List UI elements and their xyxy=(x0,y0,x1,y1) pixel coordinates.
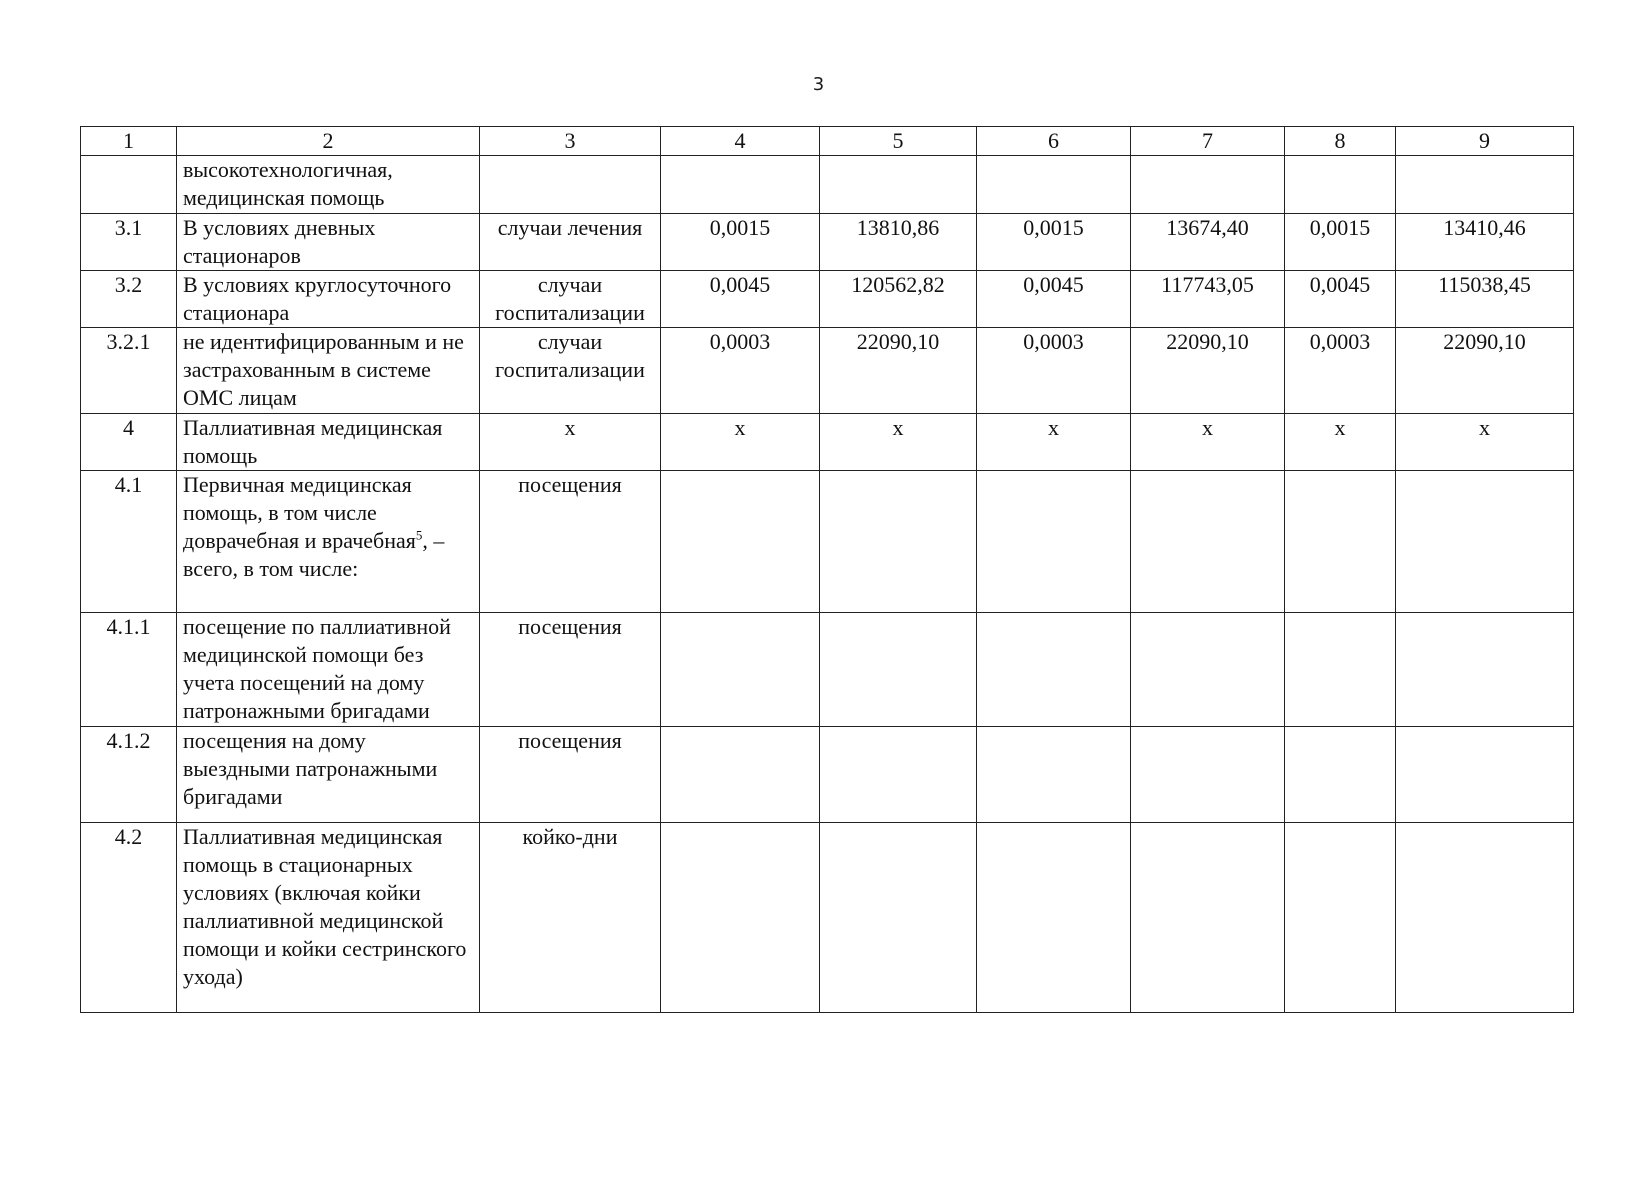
row-unit: случаи госпитализации xyxy=(480,271,661,328)
value-cell: 117743,05 xyxy=(1131,271,1285,328)
value-cell: х xyxy=(661,414,820,471)
value-cell xyxy=(661,823,820,1013)
value-cell xyxy=(977,613,1131,727)
value-cell xyxy=(1396,823,1574,1013)
row-unit: случаи госпитализации xyxy=(480,328,661,414)
value-cell: 0,0015 xyxy=(1285,214,1396,271)
value-cell xyxy=(1396,613,1574,727)
value-cell: 22090,10 xyxy=(1396,328,1574,414)
value-cell xyxy=(1285,613,1396,727)
value-cell xyxy=(820,156,977,214)
row-name: Паллиативная медицинская помощь xyxy=(177,414,480,471)
table-row xyxy=(81,727,1574,823)
value-cell: х xyxy=(1285,414,1396,471)
row-number xyxy=(81,156,177,214)
value-cell: 0,0003 xyxy=(977,328,1131,414)
value-cell: х xyxy=(977,414,1131,471)
value-cell: 120562,82 xyxy=(820,271,977,328)
row-name: В условиях дневных стационаров xyxy=(177,214,480,271)
row-name-main: Первичная медицинская помощь, в том числе доврачебная и врачебная xyxy=(183,472,416,553)
header-cell: 7 xyxy=(1131,127,1285,156)
header-cell: 3 xyxy=(480,127,661,156)
data-table xyxy=(80,126,1574,1013)
value-cell xyxy=(1396,156,1574,214)
header-row xyxy=(81,127,1574,156)
value-cell: 0,0045 xyxy=(1285,271,1396,328)
header-cell: 9 xyxy=(1396,127,1574,156)
value-cell xyxy=(1131,823,1285,1013)
value-cell: 13674,40 xyxy=(1131,214,1285,271)
value-cell: 115038,45 xyxy=(1396,271,1574,328)
row-name: Паллиативная медицинская помощь в стационарных условиях (включая койки паллиативной медицинской помощи и койки сестринского ухода) xyxy=(177,823,480,1013)
value-cell xyxy=(1131,613,1285,727)
row-name-tail: , – всего, в том числе: xyxy=(183,528,445,581)
value-cell: 13410,46 xyxy=(1396,214,1574,271)
row-number: 4.1.1 xyxy=(81,613,177,727)
value-cell: 0,0003 xyxy=(661,328,820,414)
table-row xyxy=(81,414,1574,471)
row-number: 4 xyxy=(81,414,177,471)
value-cell xyxy=(820,823,977,1013)
value-cell xyxy=(661,613,820,727)
value-cell xyxy=(661,471,820,613)
value-cell xyxy=(977,727,1131,823)
value-cell xyxy=(1131,471,1285,613)
header-cell: 1 xyxy=(81,127,177,156)
row-name: высокотехнологичная, медицинская помощь xyxy=(177,156,480,214)
value-cell xyxy=(661,727,820,823)
row-name: В условиях круглосуточного стационара xyxy=(177,271,480,328)
value-cell xyxy=(1285,156,1396,214)
value-cell: 13810,86 xyxy=(820,214,977,271)
row-unit: койко-дни xyxy=(480,823,661,1013)
row-name: не идентифицированным и не застрахованным в системе ОМС лицам xyxy=(177,328,480,414)
value-cell xyxy=(1285,727,1396,823)
value-cell xyxy=(1396,727,1574,823)
row-unit: случаи лечения xyxy=(480,214,661,271)
table-row xyxy=(81,214,1574,271)
page-number: 3 xyxy=(812,74,825,95)
value-cell: 0,0015 xyxy=(977,214,1131,271)
value-cell xyxy=(1131,156,1285,214)
table-row xyxy=(81,328,1574,414)
row-number: 3.2 xyxy=(81,271,177,328)
row-number: 4.1.2 xyxy=(81,727,177,823)
value-cell: х xyxy=(1396,414,1574,471)
table-row xyxy=(81,156,1574,214)
value-cell xyxy=(977,823,1131,1013)
row-name: посещение по паллиативной медицинской помощи без учета посещений на дому патронажными бригадами xyxy=(177,613,480,727)
row-name: посещения на дому выездными патронажными бригадами xyxy=(177,727,480,823)
table-row xyxy=(81,613,1574,727)
table-row xyxy=(81,823,1574,1013)
value-cell xyxy=(661,156,820,214)
table-row xyxy=(81,271,1574,328)
value-cell xyxy=(820,727,977,823)
footnote-ref: 5 xyxy=(415,527,423,543)
row-name xyxy=(177,471,480,613)
row-unit: посещения xyxy=(480,471,661,613)
header-cell: 6 xyxy=(977,127,1131,156)
row-number: 3.1 xyxy=(81,214,177,271)
row-unit xyxy=(480,156,661,214)
value-cell: х xyxy=(820,414,977,471)
row-number: 3.2.1 xyxy=(81,328,177,414)
row-unit: посещения xyxy=(480,727,661,823)
value-cell: 22090,10 xyxy=(820,328,977,414)
value-cell xyxy=(820,613,977,727)
value-cell: 0,0045 xyxy=(661,271,820,328)
value-cell xyxy=(1131,727,1285,823)
row-unit: посещения xyxy=(480,613,661,727)
value-cell xyxy=(1285,823,1396,1013)
value-cell xyxy=(977,156,1131,214)
header-cell: 4 xyxy=(661,127,820,156)
header-cell: 8 xyxy=(1285,127,1396,156)
header-cell: 2 xyxy=(177,127,480,156)
row-number: 4.2 xyxy=(81,823,177,1013)
header-cell: 5 xyxy=(820,127,977,156)
value-cell: 0,0015 xyxy=(661,214,820,271)
value-cell: х xyxy=(1131,414,1285,471)
value-cell xyxy=(1396,471,1574,613)
row-unit: х xyxy=(480,414,661,471)
value-cell: 0,0045 xyxy=(977,271,1131,328)
value-cell xyxy=(1285,471,1396,613)
value-cell: 0,0003 xyxy=(1285,328,1396,414)
value-cell xyxy=(820,471,977,613)
row-number: 4.1 xyxy=(81,471,177,613)
table-row xyxy=(81,471,1574,613)
value-cell: 22090,10 xyxy=(1131,328,1285,414)
value-cell xyxy=(977,471,1131,613)
